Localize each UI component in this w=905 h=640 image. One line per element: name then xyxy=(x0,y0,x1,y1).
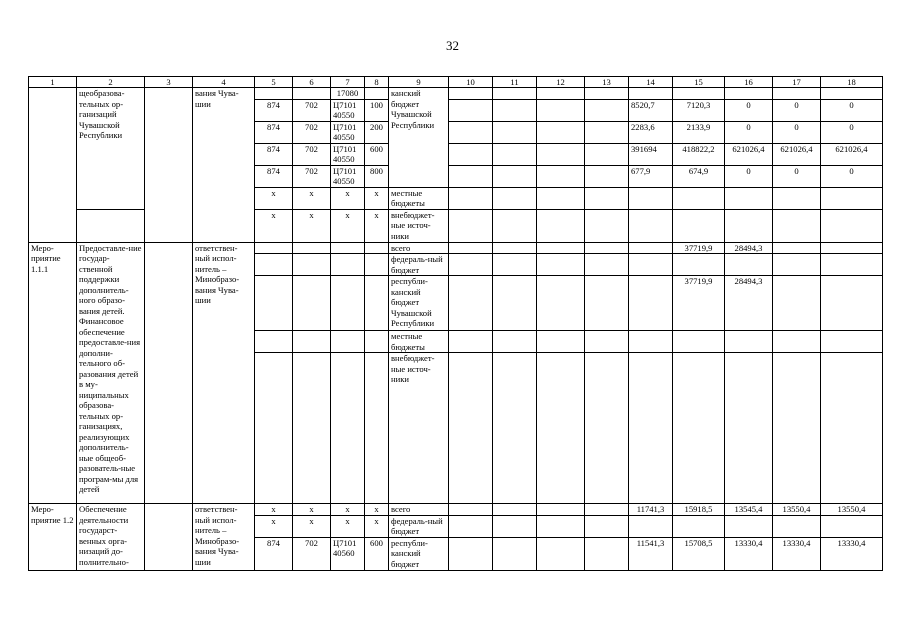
cell: 2133,9 xyxy=(673,121,725,143)
cell xyxy=(629,88,673,100)
cell xyxy=(293,88,331,100)
cell: x xyxy=(293,515,331,537)
cell: 28494,3 xyxy=(725,276,773,331)
cell xyxy=(673,209,725,242)
cell: 0 xyxy=(773,165,821,187)
cell xyxy=(537,121,585,143)
cell xyxy=(493,254,537,276)
cell xyxy=(449,143,493,165)
cell: 8520,7 xyxy=(629,99,673,121)
cell xyxy=(673,187,725,209)
cell xyxy=(449,276,493,331)
cell xyxy=(585,254,629,276)
cell xyxy=(585,121,629,143)
cell-code: 17080 xyxy=(331,88,365,100)
cell xyxy=(449,331,493,353)
cell: 2283,6 xyxy=(629,121,673,143)
cell xyxy=(537,537,585,570)
cell xyxy=(585,331,629,353)
cell xyxy=(537,254,585,276)
cell-code: Ц7101 40550 xyxy=(331,143,365,165)
cell-measure: Меро-приятие 1.1.1 xyxy=(29,242,77,504)
cell xyxy=(821,242,883,254)
cell xyxy=(629,254,673,276)
cell xyxy=(821,331,883,353)
cell xyxy=(255,353,293,504)
cell-source: внебюджет-ные источ-ники xyxy=(389,209,449,242)
cell: x xyxy=(365,504,389,516)
cell xyxy=(821,209,883,242)
cell xyxy=(449,187,493,209)
header-cell: 7 xyxy=(331,77,365,88)
header-cell: 6 xyxy=(293,77,331,88)
cell xyxy=(725,209,773,242)
cell xyxy=(585,88,629,100)
cell xyxy=(365,254,389,276)
cell xyxy=(449,254,493,276)
cell xyxy=(255,242,293,254)
cell xyxy=(773,331,821,353)
cell xyxy=(145,504,193,571)
cell: 0 xyxy=(821,99,883,121)
cell xyxy=(293,242,331,254)
cell xyxy=(725,254,773,276)
cell xyxy=(725,353,773,504)
cell: 874 xyxy=(255,121,293,143)
cell xyxy=(145,242,193,504)
header-cell: 14 xyxy=(629,77,673,88)
cell: x xyxy=(331,187,365,209)
cell xyxy=(255,331,293,353)
cell-source: республи-канский бюджет Чувашской Республики xyxy=(389,276,449,331)
header-cell: 1 xyxy=(29,77,77,88)
cell xyxy=(773,353,821,504)
cell-executor: вания Чува-шии xyxy=(193,88,255,243)
cell xyxy=(585,143,629,165)
cell xyxy=(331,331,365,353)
header-row xyxy=(29,77,883,88)
cell xyxy=(629,276,673,331)
cell xyxy=(493,165,537,187)
cell xyxy=(331,353,365,504)
cell xyxy=(821,187,883,209)
cell xyxy=(725,515,773,537)
cell: x xyxy=(255,187,293,209)
header-cell: 11 xyxy=(493,77,537,88)
cell xyxy=(493,242,537,254)
cell xyxy=(493,143,537,165)
cell: 13545,4 xyxy=(725,504,773,516)
cell-source: внебюджет-ные источ-ники xyxy=(389,353,449,504)
cell xyxy=(449,515,493,537)
cell-source: федераль-ный бюджет xyxy=(389,515,449,537)
cell xyxy=(449,121,493,143)
cell xyxy=(629,187,673,209)
cell xyxy=(537,187,585,209)
cell: 13550,4 xyxy=(773,504,821,516)
cell xyxy=(449,504,493,516)
cell xyxy=(537,276,585,331)
cell xyxy=(821,353,883,504)
cell: 37719,9 xyxy=(673,276,725,331)
header-cell: 2 xyxy=(77,77,145,88)
cell: x xyxy=(293,187,331,209)
cell: 702 xyxy=(293,537,331,570)
cell xyxy=(77,209,145,242)
cell: 600 xyxy=(365,143,389,165)
cell: x xyxy=(255,515,293,537)
cell-code: Ц7101 40550 xyxy=(331,121,365,143)
cell xyxy=(773,515,821,537)
cell xyxy=(493,99,537,121)
cell: x xyxy=(365,515,389,537)
cell: 28494,3 xyxy=(725,242,773,254)
cell: 37719,9 xyxy=(673,242,725,254)
cell: x xyxy=(331,515,365,537)
cell: 100 xyxy=(365,99,389,121)
cell-source: местные бюджеты xyxy=(389,187,449,209)
cell xyxy=(331,242,365,254)
cell: 0 xyxy=(821,165,883,187)
cell xyxy=(493,187,537,209)
cell: 0 xyxy=(773,121,821,143)
cell xyxy=(629,353,673,504)
cell: x xyxy=(331,209,365,242)
cell xyxy=(537,88,585,100)
cell xyxy=(449,99,493,121)
budget-table xyxy=(28,76,883,571)
cell xyxy=(493,353,537,504)
cell xyxy=(449,88,493,100)
cell xyxy=(331,254,365,276)
cell xyxy=(629,515,673,537)
cell: 0 xyxy=(725,99,773,121)
cell xyxy=(629,209,673,242)
header-cell: 13 xyxy=(585,77,629,88)
cell: 11541,3 xyxy=(629,537,673,570)
header-cell: 10 xyxy=(449,77,493,88)
cell: x xyxy=(365,209,389,242)
cell xyxy=(821,515,883,537)
cell xyxy=(493,331,537,353)
cell-description: щеобразова-тельных ор-ганизаций Чувашской Республики xyxy=(77,88,145,210)
cell xyxy=(493,515,537,537)
cell xyxy=(585,276,629,331)
cell: 621026,4 xyxy=(725,143,773,165)
cell xyxy=(537,143,585,165)
cell xyxy=(493,209,537,242)
cell: 11741,3 xyxy=(629,504,673,516)
cell xyxy=(821,254,883,276)
cell: 200 xyxy=(365,121,389,143)
cell: x xyxy=(255,209,293,242)
cell: 702 xyxy=(293,143,331,165)
cell-measure: Меро-приятие 1.2 xyxy=(29,504,77,571)
cell xyxy=(773,254,821,276)
cell xyxy=(773,242,821,254)
cell: x xyxy=(365,187,389,209)
cell: 874 xyxy=(255,143,293,165)
cell: 621026,4 xyxy=(821,143,883,165)
cell xyxy=(725,331,773,353)
cell: 13330,4 xyxy=(821,537,883,570)
cell xyxy=(537,515,585,537)
cell xyxy=(585,99,629,121)
cell-code: Ц7101 40560 xyxy=(331,537,365,570)
cell xyxy=(493,537,537,570)
header-cell: 5 xyxy=(255,77,293,88)
cell xyxy=(493,504,537,516)
cell: 0 xyxy=(773,99,821,121)
cell xyxy=(255,254,293,276)
cell xyxy=(537,242,585,254)
cell-source: республи-канский бюджет xyxy=(389,537,449,570)
cell-source: всего xyxy=(389,242,449,254)
cell-source: канский бюджет Чувашской Республики xyxy=(389,88,449,188)
cell xyxy=(537,331,585,353)
cell: 15918,5 xyxy=(673,504,725,516)
cell xyxy=(449,165,493,187)
cell xyxy=(585,515,629,537)
table-row xyxy=(29,504,883,516)
cell: x xyxy=(293,209,331,242)
cell xyxy=(585,187,629,209)
cell xyxy=(293,353,331,504)
cell xyxy=(673,515,725,537)
cell: 674,9 xyxy=(673,165,725,187)
cell xyxy=(629,331,673,353)
cell-description: Обеспечение деятельности государст-венных орга-низаций до-полнительно- xyxy=(77,504,145,571)
cell xyxy=(629,242,673,254)
cell xyxy=(821,88,883,100)
cell: 15708,5 xyxy=(673,537,725,570)
cell xyxy=(537,165,585,187)
cell xyxy=(537,504,585,516)
cell-source: местные бюджеты xyxy=(389,331,449,353)
cell xyxy=(29,88,77,243)
cell xyxy=(537,99,585,121)
cell xyxy=(821,276,883,331)
cell: 874 xyxy=(255,99,293,121)
cell xyxy=(365,353,389,504)
cell: 7120,3 xyxy=(673,99,725,121)
cell: 874 xyxy=(255,537,293,570)
header-cell: 12 xyxy=(537,77,585,88)
cell xyxy=(725,88,773,100)
cell: 800 xyxy=(365,165,389,187)
cell xyxy=(255,276,293,331)
cell: x xyxy=(331,504,365,516)
cell: 600 xyxy=(365,537,389,570)
cell xyxy=(365,88,389,100)
cell xyxy=(725,187,773,209)
cell xyxy=(449,242,493,254)
cell xyxy=(365,242,389,254)
cell: 13330,4 xyxy=(773,537,821,570)
cell xyxy=(585,504,629,516)
cell xyxy=(673,254,725,276)
cell xyxy=(673,331,725,353)
cell xyxy=(493,276,537,331)
cell xyxy=(293,276,331,331)
cell xyxy=(493,88,537,100)
cell xyxy=(365,276,389,331)
cell-executor: ответствен-ный испол-нитель – Минобразо-вания Чува-шии xyxy=(193,242,255,504)
cell: 0 xyxy=(821,121,883,143)
cell xyxy=(365,331,389,353)
cell xyxy=(293,331,331,353)
page-number: 32 xyxy=(446,38,459,53)
cell: 13330,4 xyxy=(725,537,773,570)
cell xyxy=(537,353,585,504)
cell: x xyxy=(293,504,331,516)
cell xyxy=(145,88,193,243)
cell-code: Ц7101 40550 xyxy=(331,165,365,187)
cell xyxy=(537,209,585,242)
cell: 418822,2 xyxy=(673,143,725,165)
cell: 702 xyxy=(293,99,331,121)
cell xyxy=(255,88,293,100)
cell xyxy=(585,353,629,504)
cell-code: Ц7101 40550 xyxy=(331,99,365,121)
cell xyxy=(585,242,629,254)
cell xyxy=(673,353,725,504)
cell: x xyxy=(255,504,293,516)
header-cell: 17 xyxy=(773,77,821,88)
cell-source: всего xyxy=(389,504,449,516)
cell: 391694 xyxy=(629,143,673,165)
cell xyxy=(293,254,331,276)
cell xyxy=(773,88,821,100)
cell xyxy=(773,187,821,209)
cell-source: федераль-ный бюджет xyxy=(389,254,449,276)
cell: 0 xyxy=(725,121,773,143)
cell xyxy=(585,209,629,242)
header-cell: 15 xyxy=(673,77,725,88)
cell: 874 xyxy=(255,165,293,187)
header-cell: 9 xyxy=(389,77,449,88)
cell xyxy=(449,209,493,242)
header-cell: 8 xyxy=(365,77,389,88)
header-cell: 4 xyxy=(193,77,255,88)
table-row xyxy=(29,88,883,100)
table-row xyxy=(29,242,883,254)
cell xyxy=(673,88,725,100)
cell: 621026,4 xyxy=(773,143,821,165)
header-cell: 3 xyxy=(145,77,193,88)
cell: 677,9 xyxy=(629,165,673,187)
cell xyxy=(585,537,629,570)
cell xyxy=(585,165,629,187)
cell xyxy=(331,276,365,331)
cell-executor: ответствен-ный испол-нитель – Минобразо-вания Чува-шии xyxy=(193,504,255,571)
header-cell: 18 xyxy=(821,77,883,88)
cell xyxy=(773,209,821,242)
cell xyxy=(449,353,493,504)
cell: 13550,4 xyxy=(821,504,883,516)
cell xyxy=(449,537,493,570)
cell xyxy=(773,276,821,331)
cell-description: Предоставле-ние государ-ственной поддержки дополнитель-ного образо-вания детей. Финансовое обеспечение предоставле-ния дополни-тельного об-разования детей в му-ниципальных образова-тельных ор-ганизациях, реализующих дополнитель-ные общеоб-разователь-ные програм-мы для детей xyxy=(77,242,145,504)
cell: 702 xyxy=(293,165,331,187)
header-cell: 16 xyxy=(725,77,773,88)
cell xyxy=(493,121,537,143)
cell: 0 xyxy=(725,165,773,187)
cell: 702 xyxy=(293,121,331,143)
